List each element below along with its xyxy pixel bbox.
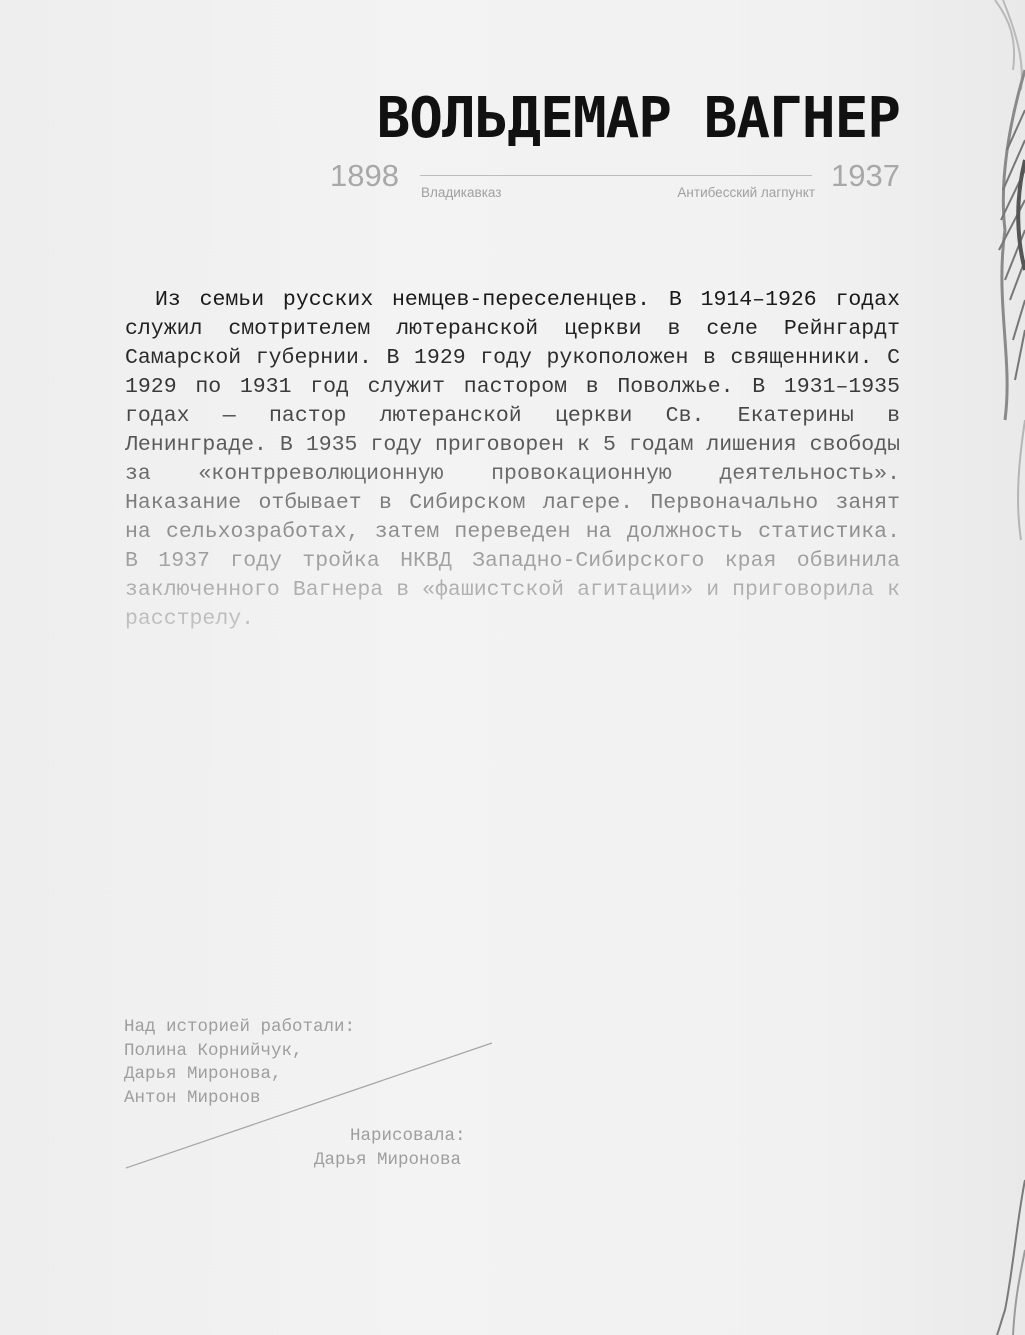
sketch-edge-decoration bbox=[955, 0, 1025, 1335]
life-timeline-line bbox=[420, 175, 812, 176]
life-dates bbox=[330, 158, 900, 208]
illustrator-block bbox=[314, 1125, 466, 1172]
credit-author: Дарья Миронова, bbox=[124, 1064, 282, 1084]
death-place: Антибесский лагпункт bbox=[677, 185, 815, 200]
birth-place: Владикавказ bbox=[421, 185, 502, 200]
birth-year: 1898 bbox=[330, 158, 399, 193]
illustrator-name: Дарья Миронова bbox=[314, 1149, 462, 1170]
credits-block bbox=[124, 1016, 355, 1110]
credit-author: Полина Корнийчук, bbox=[124, 1040, 303, 1061]
credit-author: Антон Миронов bbox=[124, 1087, 261, 1108]
biography-text: Из семьи русских немцев-переселенцев. В 1914–1926 годах служил смотрителем лютеранской церкви в селе Рейнгардт Самарской губернии. В 1929 году рукоположен в священники. С 1929 по 1931 год служит пастором в Поволжье. В 1931–1935 годах — пастор лютеранской церкви Св. Екатерины в Ленинграде. В 1935 году приговорен к 5 годам лишения свободы за «контрреволюционную провокационную деятельность». Наказание отбывает в Сибирском лагере. Первоначально занят на сельхозработах, затем переведен на должность статистика. В 1937 году тройка НКВД Западно-Сибирского края обвинила заключенного Вагнера в «фашистской агитации» и приговорила к расстрелу. bbox=[125, 286, 900, 634]
person-name-title: ВОЛЬДЕМАР ВАГНЕР bbox=[376, 86, 900, 151]
death-year: 1937 bbox=[831, 158, 900, 193]
illustrator-label: Нарисовала: bbox=[350, 1126, 466, 1146]
credits-heading: Над историей работали: bbox=[124, 1017, 356, 1037]
